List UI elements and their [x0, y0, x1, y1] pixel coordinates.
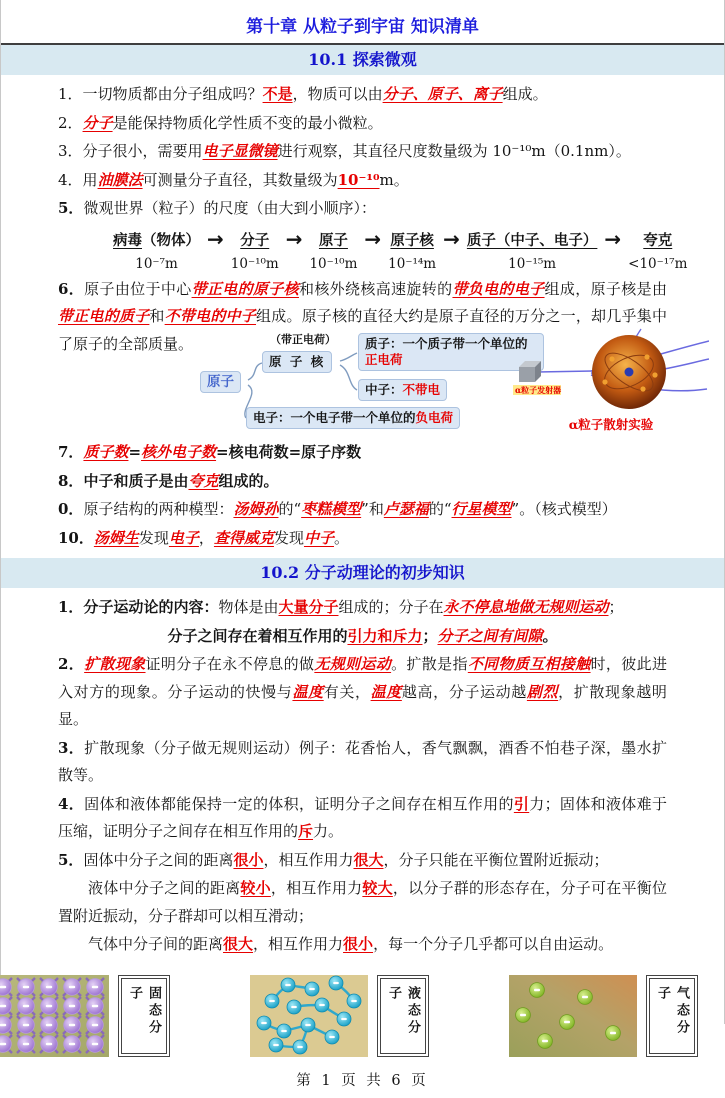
text-run: 3．: [58, 142, 83, 160]
text-run: ，扩散现象越明显。: [58, 682, 667, 728]
liquid-molecules-figure: [250, 975, 467, 1057]
text-run: 时，彼此进入对方的现象。分子运动的快慢与: [58, 655, 667, 701]
arrow-right-icon: →: [285, 226, 303, 251]
text-run: 2．: [58, 113, 83, 132]
neutron-node: [358, 379, 447, 401]
flow-size: 10⁻¹⁰m: [309, 255, 358, 272]
text-run: 4．: [58, 794, 85, 813]
text-run: 温度: [370, 682, 402, 701]
kp-item-10: [58, 525, 667, 553]
text-run: 0．: [58, 500, 84, 518]
text-run: 温度: [292, 682, 324, 701]
text-run: 原子由位于中心: [84, 279, 192, 298]
text-run: 卢瑟福: [383, 500, 429, 518]
solid-molecules-image: [0, 975, 109, 1057]
section-header-10-2: 10.2 分子动理论的初步知识: [1, 558, 724, 588]
gas-molecules-label: 气态分子: [649, 978, 695, 1054]
text-run: 较大: [362, 879, 393, 897]
text-run: 液体中分子之间的距离: [88, 879, 241, 897]
flow-term-suffix: （物体）: [142, 231, 200, 249]
molecular-state-figures: [1, 975, 724, 1057]
text-run: 5．: [58, 199, 84, 217]
text-run: 用: [82, 170, 98, 189]
text-run: ，相互作用力: [253, 935, 344, 953]
flow-node-atom: [309, 229, 357, 272]
text-run: 力；固体和液体难于压缩，证明分子之间存在相互作用的: [58, 794, 667, 840]
arrow-right-icon: →: [443, 226, 460, 251]
kp2-item-5-solid: [58, 847, 667, 875]
gas-molecules-image: [509, 975, 637, 1057]
text-run: 斥: [298, 822, 314, 840]
text-run: ，相互作用力: [270, 879, 363, 897]
text-run: 分子很小，需要用: [82, 142, 203, 160]
arrow-right-icon: →: [207, 226, 224, 251]
liquid-molecules-image: [250, 975, 368, 1057]
text-run: 可测量分子直径，其数量级为: [142, 170, 338, 189]
text-run: ”。（核式模型）: [511, 500, 617, 518]
text-run: 和核外绕核高速旋转的: [298, 279, 453, 298]
kp2-item-1-line2: [58, 623, 667, 651]
atom-diagram-band: [58, 333, 667, 435]
text-run: 4．: [58, 170, 83, 189]
kp2-item-5-liquid: [58, 875, 667, 930]
text-run: 带负电的电子: [452, 279, 545, 298]
text-run: 正电荷: [365, 352, 403, 367]
text-run: ，相互作用力: [263, 850, 354, 869]
alpha-scattering-image: [513, 327, 709, 411]
kp-item-8: [58, 468, 667, 496]
flow-size: 10⁻⁷m: [135, 255, 178, 272]
alpha-caption: α粒子散射实验: [568, 417, 654, 432]
section-header-10-1: 10.1 探索微观: [1, 43, 724, 75]
text-run: 1．: [58, 85, 83, 103]
section-10-2-body: [58, 594, 667, 959]
kp-item-2: [58, 110, 667, 138]
nucleus-node: 原 子 核: [262, 351, 332, 373]
text-run: 不同物质互相接触: [467, 655, 591, 673]
text-run: 夸克: [188, 471, 219, 490]
text-run: 带正电的质子: [58, 307, 150, 325]
text-run: 分子、原子、离子: [382, 85, 503, 103]
text-run: 很大: [353, 850, 384, 869]
text-run: 汤姆孙: [233, 500, 279, 518]
kp-item-3: [58, 138, 667, 166]
text-run: 进行观察，其直径尺度数量级为 10⁻¹⁰m（0.1nm）。: [277, 142, 631, 160]
text-run: 中子: [303, 528, 334, 547]
text-run: 引: [513, 794, 530, 813]
text-run: ，物质可以由: [292, 85, 383, 103]
text-run: =核电荷数=原子序数: [216, 443, 362, 461]
text-run: ；: [422, 626, 438, 645]
text-run: 枣糕模型: [301, 500, 362, 518]
flow-node-molecule: [231, 229, 279, 272]
text-run: 质子：一个质子带一个单位的: [365, 336, 528, 351]
text-run: 有关，: [323, 682, 371, 701]
text-run: 电子：一个电子带一个单位的: [253, 410, 416, 425]
text-run: 汤姆生: [93, 528, 139, 547]
text-run: ，: [198, 528, 214, 547]
text-run: 查得威克: [213, 528, 274, 547]
kp-item-9: [58, 496, 667, 524]
text-run: 8．: [58, 471, 84, 490]
text-run: ，以分子群的形态存在，分子可在平衡位置附近振动，分子群却可以相互滑动；: [58, 879, 667, 925]
text-run: 2．: [58, 655, 85, 673]
flow-term: 原子核: [390, 231, 434, 249]
text-run: 电子显微镜: [202, 142, 278, 160]
flow-term: 夸克: [643, 231, 673, 249]
text-run: 分子之间存在着相互作用的: [167, 626, 348, 645]
text-run: 发现: [273, 528, 304, 547]
text-run: m。: [379, 170, 409, 189]
text-run: 是能保持物质化学性质不变的最小微粒。: [112, 113, 383, 132]
nucleus-charge-note: （带正电荷）: [270, 333, 336, 346]
electron-node: [246, 407, 460, 429]
text-run: 微观世界（粒子）的尺度（由大到小顺序）：: [83, 199, 376, 217]
text-run: 较小: [240, 879, 271, 897]
text-run: 组成的；分子在: [338, 598, 444, 616]
text-run: 7．: [58, 443, 84, 461]
text-run: 证明分子在永不停息的做: [145, 655, 315, 673]
text-run: 组成的。: [218, 471, 279, 490]
kp-item-1: [58, 81, 667, 109]
text-run: 中子和质子是由: [83, 471, 189, 490]
text-run: 物体是由: [218, 598, 279, 616]
text-run: 剧烈: [526, 682, 559, 701]
text-run: 带正电的原子核: [191, 279, 299, 298]
text-run: 行星模型: [451, 500, 512, 518]
text-run: 分子之间有间隙: [437, 626, 543, 645]
text-run: 中子：: [365, 382, 403, 397]
text-run: ，每一个分子几乎都可以自由运动。: [373, 935, 614, 953]
text-run: 的“: [428, 500, 452, 518]
section-10-1-body: [58, 81, 667, 223]
atom-node: 原子: [200, 371, 241, 393]
flow-node-quark: [628, 229, 687, 272]
flow-node-nucleus: [388, 229, 436, 272]
arrow-right-icon: →: [604, 226, 622, 251]
kp2-item-3: [58, 735, 667, 790]
text-run: 电子: [168, 528, 199, 547]
text-run: ；: [608, 598, 624, 616]
section-10-1-body-2: [58, 439, 667, 552]
text-run: 不带电的中子: [164, 307, 257, 325]
text-run: 10．: [58, 528, 94, 547]
text-run: 很大: [223, 935, 254, 953]
alpha-emitter-label: α粒子发射器: [515, 385, 562, 395]
text-run: 分子: [82, 113, 113, 132]
text-run: 。: [542, 626, 558, 645]
text-run: 。扩散是指: [391, 655, 468, 673]
flow-node-virus: [113, 229, 200, 272]
kp-item-4: [58, 167, 667, 195]
text-run: 不带电: [402, 382, 441, 397]
text-run: 气体中分子间的距离: [88, 935, 224, 953]
text-run: 不是: [262, 85, 293, 103]
flow-term: 分子: [240, 231, 270, 249]
text-run: 引力和斥力: [347, 626, 423, 645]
text-run: 核外电子数: [141, 443, 217, 461]
text-run: 组成。原子核的直径大约是原子直径的万分之一，却几乎集中了原子的全部质量。: [58, 307, 667, 353]
text-run: 和: [149, 307, 165, 325]
text-run: 质子数: [83, 443, 129, 461]
text-run: 大量分子: [278, 598, 339, 616]
solid-molecules-label: 固态分子: [121, 978, 167, 1054]
solid-molecules-figure: [0, 975, 208, 1057]
text-run: ，分子只能在平衡位置附近振动；: [383, 850, 609, 869]
text-run: 固体中分子之间的距离: [83, 850, 234, 869]
kp2-item-2: [58, 651, 667, 734]
arrow-right-icon: →: [364, 226, 382, 251]
text-run: 5．: [58, 850, 84, 869]
text-run: 固体和液体都能保持一定的体积，证明分子之间存在相互作用的: [84, 794, 514, 813]
text-run: 无规则运动: [314, 655, 392, 673]
kp-item-7: [58, 439, 667, 467]
flow-size: 10⁻¹⁴m: [388, 255, 437, 272]
text-run: 6．: [58, 279, 85, 298]
text-run: 负电荷: [415, 410, 454, 425]
text-run: 3．: [58, 738, 85, 757]
text-run: 。: [333, 528, 349, 547]
text-run: 一切物质都由分子组成吗？: [82, 85, 263, 103]
flow-term: 原子: [318, 231, 348, 249]
text-run: 永不停息地做无规则运动: [443, 598, 609, 616]
flow-size: 10⁻¹⁰m: [230, 255, 279, 272]
flow-node-proton: [467, 229, 598, 272]
text-run: ”和: [361, 500, 384, 518]
text-run: 1．分子运动论的内容：: [58, 598, 219, 616]
kp2-item-1: [58, 594, 667, 622]
flow-term: 质子（中子、电子）: [466, 231, 598, 249]
kp-item-5: [58, 195, 667, 223]
text-run: 越高，分子运动越: [401, 682, 527, 701]
text-run: 油膜法: [97, 170, 143, 189]
kp2-item-4: [58, 791, 667, 846]
text-run: 的“: [278, 500, 302, 518]
kp2-item-5-gas: [58, 931, 667, 959]
text-run: 10⁻¹⁰: [337, 170, 380, 189]
alpha-scattering-figure: [513, 327, 709, 433]
page-number-footer: 第 1 页 共 6 页: [296, 1072, 429, 1089]
text-run: 力。: [313, 822, 344, 840]
flow-term: 病毒: [113, 231, 142, 249]
text-run: 扩散现象（分子做无规则运动）例子：花香怡人，香气飘飘，酒香不怕巷子深，墨水扩散等。: [58, 738, 667, 784]
text-run: 组成。: [502, 85, 548, 103]
text-run: 很小: [343, 935, 374, 953]
text-run: 发现: [138, 528, 169, 547]
text-run: 扩散现象: [84, 655, 146, 673]
flow-size: 10⁻¹⁵m: [508, 255, 557, 272]
text-run: 原子结构的两种模型：: [83, 500, 234, 518]
text-run: 组成，原子核是由: [544, 279, 667, 298]
text-run: =: [128, 443, 142, 461]
liquid-molecules-label: 液态分子: [380, 978, 426, 1054]
flow-size: <10⁻¹⁷m: [628, 255, 688, 272]
page-title: 第十章 从粒子到宇宙 知识清单: [246, 17, 479, 37]
particle-scale-flow-diagram: [113, 226, 724, 272]
text-run: 很小: [233, 850, 264, 869]
gas-molecules-figure: [509, 975, 725, 1057]
